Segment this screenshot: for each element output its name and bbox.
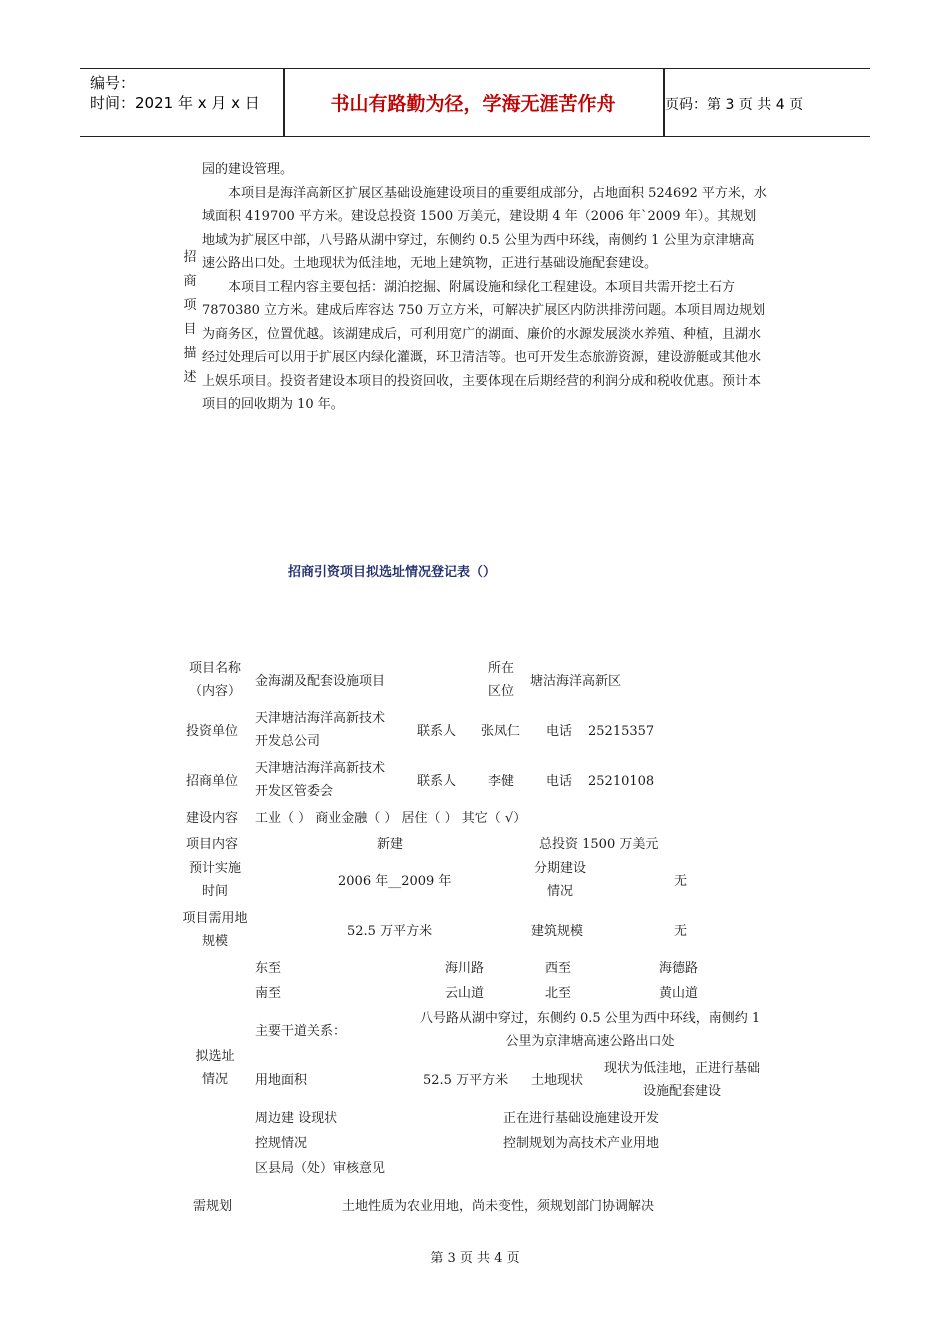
site-label: 拟选址 情况 [195,1049,235,1087]
header-motto: 书山有路勤为径，学海无涯苦作舟 [330,93,616,115]
investor-value: 天津塘沽海洋高新技术 开发总公司 [255,711,386,749]
land-status-label: 土地现状 [531,1073,584,1088]
recruiter-label: 招商单位 [186,774,239,789]
investor-phone: 25215357 [588,724,655,739]
north-value: 黄山道 [659,986,699,1001]
land-area-label: 用地面积 [255,1073,308,1088]
page-header [80,68,870,137]
land-need-value: 52.5 万平方米 [347,924,433,939]
west-label: 西至 [545,961,572,976]
planning-label: 需规划 [193,1199,233,1214]
planning-value: 土地性质为农业用地，尚未变性，须规划部门协调解决 [342,1199,655,1214]
project-content-label: 项目内容 [186,837,239,852]
east-label: 东至 [255,961,282,976]
document-date: 时间：2021 年 x 月 x 日 [90,94,260,112]
east-value: 海川路 [445,961,485,976]
phased-value: 无 [674,874,688,889]
recruiter-phone-label: 电话 [546,774,573,789]
document-number-label: 编号： [90,74,136,92]
region-label: 所在 区位 [488,661,515,699]
project-name-value: 金海湖及配套设施项目 [255,674,386,689]
recruiter-contact: 李健 [488,774,515,789]
page-footer: 第 3 页 共 4 页 [430,1251,520,1266]
review-label: 区县局（处）审核意见 [255,1161,386,1176]
description-paragraph: 本项目工程内容主要包括：湖泊挖掘、附属设施和绿化工程建设。本项目共需开挖土石方 7870380 立方米。建成后库容达 750 万立方米，可解决扩展区内防洪排涝问题。本项目周边规划为商务区，位置优越。该湖建成后，可利用宽广的湖面、廉价的水源发展淡水养殖、种植，且湖水经过处理后可以用于扩展区内绿化灌溉，环卫清洁等。也可开发生态旅游资源，建设游艇或其他水上娱乐项目。投资者建设本项目的投资回收，主要体现在后期经营的利润分成和税收优惠。预计本项目的回收期为 10 年。 [202,279,766,412]
phased-label: 分期建设 情况 [533,861,586,899]
description-paragraph: 本项目是海洋高新区扩展区基础设施建设项目的重要组成部分，占地面积 524692 平方米，水域面积 419700 平方米。建设总投资 1500 万美元，建设期 4 年（2006 年`2009 年）。其规划地域为扩展区中部，八号路从湖中穿过，东侧约 0.5 公里为西中环线，南侧约 1 公里为京津塘高速公路出口处。土地现状为低洼地，无地上建筑物，正进行基础设施配套建设。 [202,185,767,271]
region-value: 塘沽海洋高新区 [530,674,622,689]
header-page-info: 页码：第 3 页 共 4 页 [665,97,804,113]
project-description [202,158,767,417]
total-investment: 总投资 1500 万美元 [539,837,659,852]
recruiter-contact-label: 联系人 [417,774,457,789]
schedule-label: 预计实施 时间 [188,861,241,899]
investor-label: 投资单位 [186,724,239,739]
build-scale-label: 建筑规模 [531,924,584,939]
recruiter-phone: 25210108 [588,774,655,789]
description-lead: 园的建设管理。 [202,162,294,177]
build-content-label: 建设内容 [186,811,239,826]
project-content-value: 新建 [377,837,404,852]
land-status-value: 现状为低洼地，正进行基础 设施配套建设 [603,1061,760,1099]
recruiter-value: 天津塘沽海洋高新技术 开发区管委会 [255,761,386,799]
project-name-label: 项目名称 （内容） [188,661,241,699]
south-label: 南至 [255,986,282,1001]
zoning-label: 控规情况 [255,1136,308,1151]
build-content-value: 工业（ ） 商业金融（ ） 居住（ ） 其它（ √） [255,811,527,826]
surroundings-label: 周边建 设现状 [255,1111,338,1126]
land-need-label: 项目需用地 规模 [182,911,248,949]
build-scale-value: 无 [674,924,688,939]
roads-label: 主要干道关系： [255,1024,347,1039]
header-meta [90,73,260,113]
investor-contact: 张凤仁 [481,724,521,739]
land-area-value: 52.5 万平方米 [423,1073,509,1088]
description-vertical-label: 招 商 项 目 描 述 [183,250,197,385]
north-label: 北至 [545,986,572,1001]
roads-value: 八号路从湖中穿过，东侧约 0.5 公里为西中环线，南侧约 1 公里为京津塘高速公路出口处 [419,1011,761,1049]
zoning-value: 控制规划为高技术产业用地 [503,1136,660,1151]
surroundings-value: 正在进行基础设施建设开发 [503,1111,660,1126]
west-value: 海德路 [659,961,699,976]
investor-phone-label: 电话 [546,724,573,739]
investor-contact-label: 联系人 [417,724,457,739]
schedule-value: 2006 年__2009 年 [338,874,452,889]
table-title: 招商引资项目拟选址情况登记表（） [288,565,497,580]
south-value: 云山道 [445,986,485,1001]
